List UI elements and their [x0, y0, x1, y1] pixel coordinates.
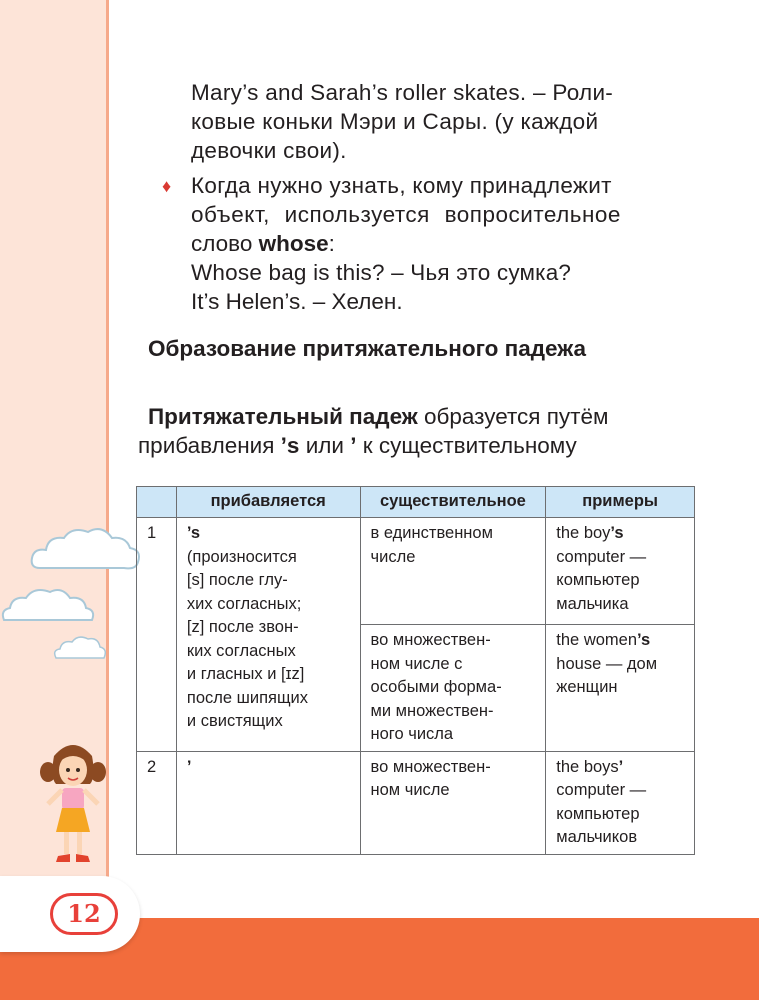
- example-suffix: ’: [618, 757, 624, 776]
- text-fragment: :: [328, 231, 335, 256]
- example-translation: computer — компьютер мальчика: [556, 547, 647, 613]
- header-cell-examples: примеры: [546, 487, 695, 518]
- text-line: ковые коньки Мэри и Сары. (у каждой: [191, 109, 599, 134]
- example-cell: [546, 625, 695, 752]
- paragraph-example-sisters: [191, 78, 613, 165]
- intro-line-1: [148, 404, 608, 430]
- noun-cell: [360, 751, 546, 854]
- cloud-icon: [26, 520, 146, 580]
- text-line: It’s Helen’s. – Хелен.: [191, 289, 403, 314]
- example-text: the women: [556, 631, 638, 649]
- paragraph-whose-rule: [191, 171, 621, 316]
- example-text: the boys: [556, 757, 619, 776]
- possessive-rules-table: [136, 486, 695, 855]
- suffix-rule-cell: [176, 751, 360, 854]
- table-row: [137, 518, 695, 625]
- example-translation: house — дом женщин: [556, 654, 658, 696]
- text-fragment: слово: [191, 231, 253, 256]
- margin-divider: [106, 0, 109, 1000]
- example-text: the boy: [556, 524, 611, 542]
- text-line: Mary’s and Sarah’s roller skates. – Роли-: [191, 80, 614, 105]
- example-cell: [546, 518, 695, 625]
- header-cell-noun: существительное: [360, 487, 546, 518]
- cloud-icon: [52, 632, 108, 664]
- text-fragment: или: [299, 433, 351, 458]
- suffix-apostrophe: ’: [350, 433, 357, 458]
- cloud-icon: [0, 580, 100, 630]
- row-number: 2: [137, 751, 177, 854]
- girl-illustration-icon: [40, 738, 106, 868]
- text-line: [191, 229, 621, 258]
- text-line: Whose bag is this? – Чья это сумка?: [191, 260, 572, 285]
- header-cell-added: прибавляется: [176, 487, 360, 518]
- suffix-rule-cell: [176, 518, 360, 752]
- keyword-whose: whose: [258, 231, 329, 256]
- page-number: 12: [50, 893, 118, 935]
- text-fragment: к существительному: [356, 433, 577, 458]
- noun-cell: [360, 625, 546, 752]
- table-row: [137, 751, 695, 854]
- example-suffix: ’s: [637, 631, 651, 649]
- example-translation: computer — компьютер мальчиков: [556, 781, 647, 846]
- table-header-row: [137, 487, 695, 518]
- section-heading: Образование притяжательного падежа: [148, 336, 586, 361]
- text-fragment: образуется путём: [417, 404, 609, 429]
- header-cell-number: [137, 487, 177, 518]
- diamond-bullet-icon: ♦: [162, 176, 172, 196]
- term-possessive-case: Притяжательный падеж: [148, 404, 418, 429]
- noun-cell: [360, 518, 546, 625]
- noun-description: во множествен- ном числе с особыми форма- ми множествен- ного числа: [370, 631, 502, 743]
- noun-description: во множествен- ном числе: [370, 757, 491, 799]
- example-cell: [546, 751, 695, 854]
- noun-description: в единственном числе: [370, 524, 493, 566]
- pronunciation-rule: (произносится [s] после глу- хих согласных; [z] после звон- ких согласных и гласных и [ɪz] после шипящих и свистящих: [186, 547, 309, 730]
- suffix-label: ’s: [186, 524, 201, 542]
- text-line: Когда нужно узнать, кому принадлежит: [191, 173, 612, 198]
- suffix-s: ’s: [280, 433, 300, 458]
- example-suffix: ’s: [610, 524, 624, 542]
- text-line: объект, используется вопросительное: [191, 202, 621, 227]
- row-number: 1: [137, 518, 177, 752]
- suffix-label: ’: [186, 757, 192, 776]
- intro-line-2: [138, 433, 577, 459]
- text-line: девочки свои).: [191, 138, 347, 163]
- text-fragment: прибавления: [138, 433, 281, 458]
